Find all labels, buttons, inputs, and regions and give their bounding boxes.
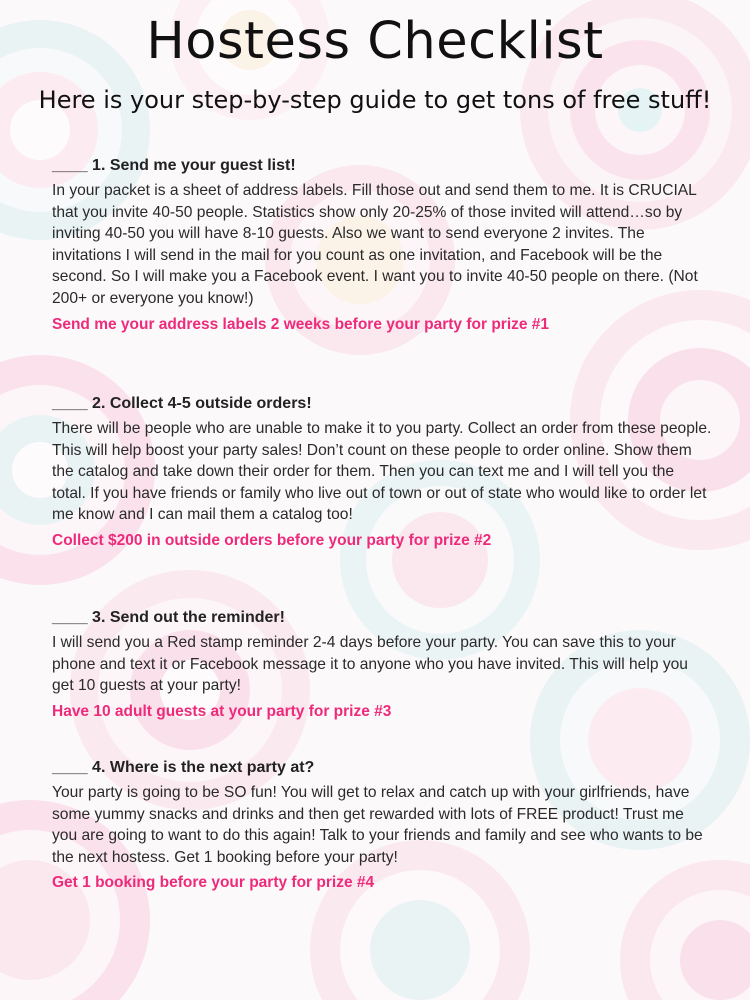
step-heading: [52, 759, 712, 777]
checkbox-blank: ____: [52, 157, 88, 174]
checkbox-blank: ____: [52, 759, 88, 776]
step-description: There will be people who are unable to make it to you party. Collect an order from these people. This will help boost your party sales! Don’t count on these people to order online. Show them the catalog and take down their order for them. Then you can text me and I will tell you the total. If you have friends or family who live out of town or out of state who would like to order let me know and I can mail them a catalog too!: [52, 420, 712, 524]
step-description: I will send you a Red stamp reminder 2-4 days before your party. You can save this to your phone and text it or Facebook message it to anyone who you have invited. This will help you get 10 guests at your party!: [52, 634, 688, 695]
step-heading: [52, 157, 712, 175]
step-2: [52, 395, 712, 550]
checkbox-blank: ____: [52, 395, 88, 412]
step-heading: [52, 609, 712, 627]
step-heading: [52, 395, 712, 413]
step-title: 4. Where is the next party at?: [92, 759, 315, 776]
step-description: Your party is going to be SO fun! You will get to relax and catch up with your girlfriends, have some yummy snacks and drinks and then get rewarded with lots of FREE product! Trust me you are going to want to do this again! Talk to your friends and family and see who wants to be the next hostess. Get 1 booking before your party!: [52, 784, 703, 866]
prize-text: Send me your address labels 2 weeks before your party for prize #1: [52, 315, 550, 333]
step-description: In your packet is a sheet of address labels. Fill those out and send them to me. It is CRUCIAL that you invite 40-50 people. Statistics show only 20-25% of those invited will attend…so by inviting 40-50 you will have 8-10 guests. Also we want to send everyone 2 invites. The invitations I will send in the mail for you count as one invitation, and Facebook will be the second. So I will make you a Facebook event. I want you to invite 40-50 people on there. (Not 200+ or everyone you know!): [52, 182, 698, 307]
step-3: [52, 609, 712, 721]
step-title: 1. Send me your guest list!: [92, 157, 296, 174]
prize-text: Get 1 booking before your party for prize #4: [52, 874, 375, 892]
page-subtitle: Here is your step-by-step guide to get tons of free stuff!: [38, 86, 712, 114]
step-title: 2. Collect 4-5 outside orders!: [92, 395, 312, 412]
prize-text: Collect $200 in outside orders before your party for prize #2: [52, 531, 492, 549]
prize-text: Have 10 adult guests at your party for prize #3: [52, 702, 392, 720]
step-4: [52, 759, 712, 892]
checkbox-blank: ____: [52, 609, 88, 626]
step-title: 3. Send out the reminder!: [92, 609, 285, 626]
page-title: Hostess Checklist: [146, 12, 604, 71]
step-1: [52, 157, 712, 334]
